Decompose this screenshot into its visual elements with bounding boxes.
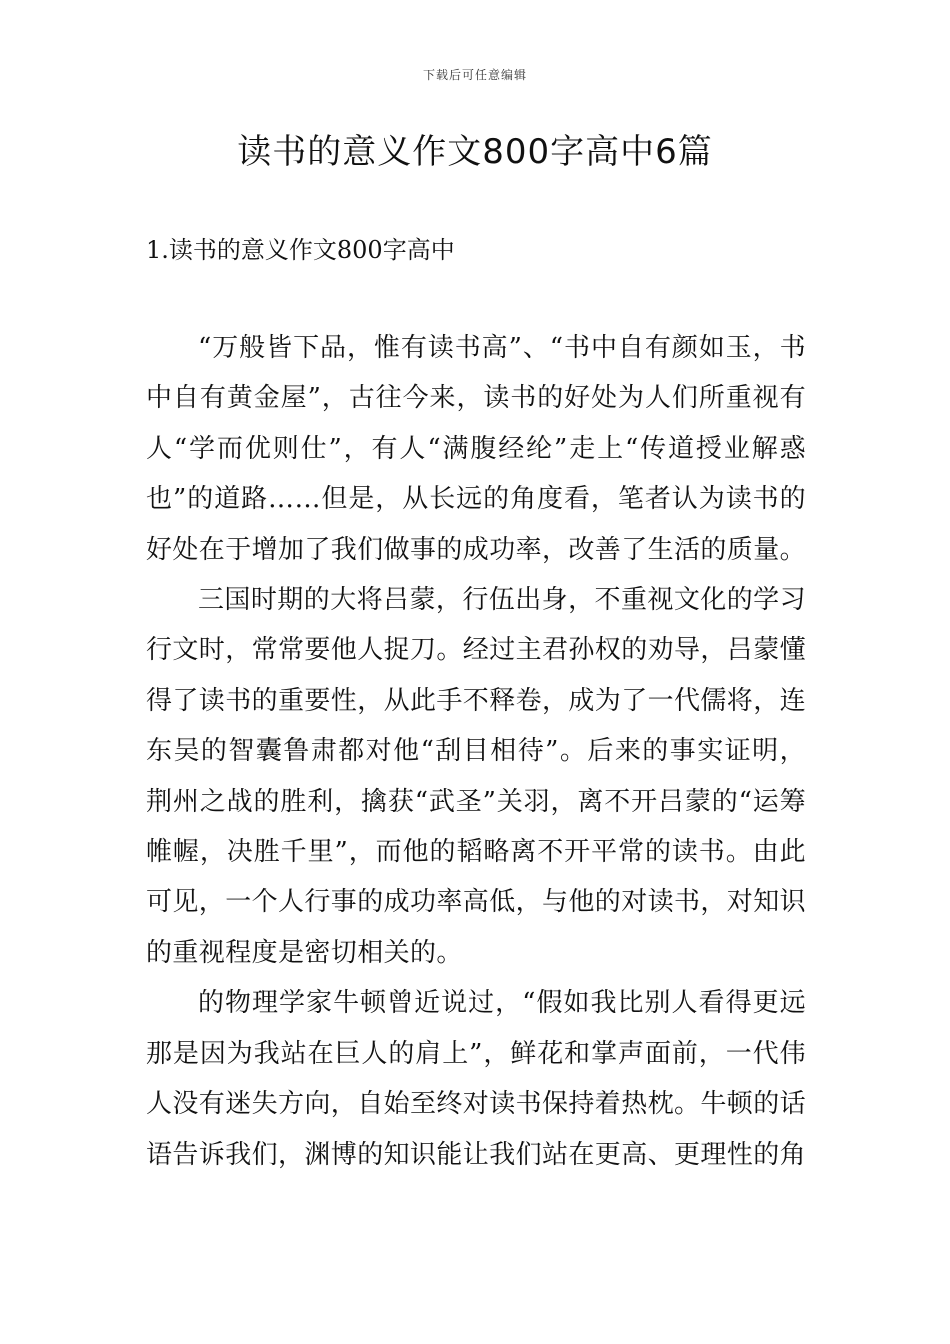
document-title: 读书的意义作文800字高中6篇 xyxy=(237,132,713,172)
section-heading: 1.读书的意义作文800字高中 xyxy=(146,236,455,264)
paragraph-2: 三国时期的大将吕蒙，行伍出身，不重视文化的学习行文时，常常要他人捉刀。经过主君孙权的劝导，吕蒙懂得了读书的重要性，从此手不释卷，成为了一代儒将，连东吴的智囊鲁肃都对他“刮目相待”。后来的事实证明，荆州之战的胜利，擒获“武圣”关羽，离不开吕蒙的“运筹帷幄，决胜千里”，而他的韬略离不开平常的读书。由此可见，一个人行事的成功率高低，与他的对读书，对知识的重视程度是密切相关的。 xyxy=(146,585,807,968)
paragraph-1: “万般皆下品，惟有读书高”、“书中自有颜如玉，书中自有黄金屋”，古往今来，读书的好处为人们所重视有人“学而优则仕”，有人“满腹经纶”走上“传道授业解惑也”的道路……但是，从长远的角度看，笔者认为读书的好处在于增加了我们做事的成功率，改善了生活的质量。 xyxy=(146,333,807,565)
essay-body xyxy=(146,323,806,1180)
paragraph-3: 的物理学家牛顿曾近说过，“假如我比别人看得更远那是因为我站在巨人的肩上”，鲜花和掌声面前，一代伟人没有迷失方向，自始至终对读书保持着热枕。牛顿的话语告诉我们，渊博的知识能让我们站在更高、更理性的角 xyxy=(146,988,807,1170)
download-editable-note: 下载后可任意编辑 xyxy=(422,68,527,82)
